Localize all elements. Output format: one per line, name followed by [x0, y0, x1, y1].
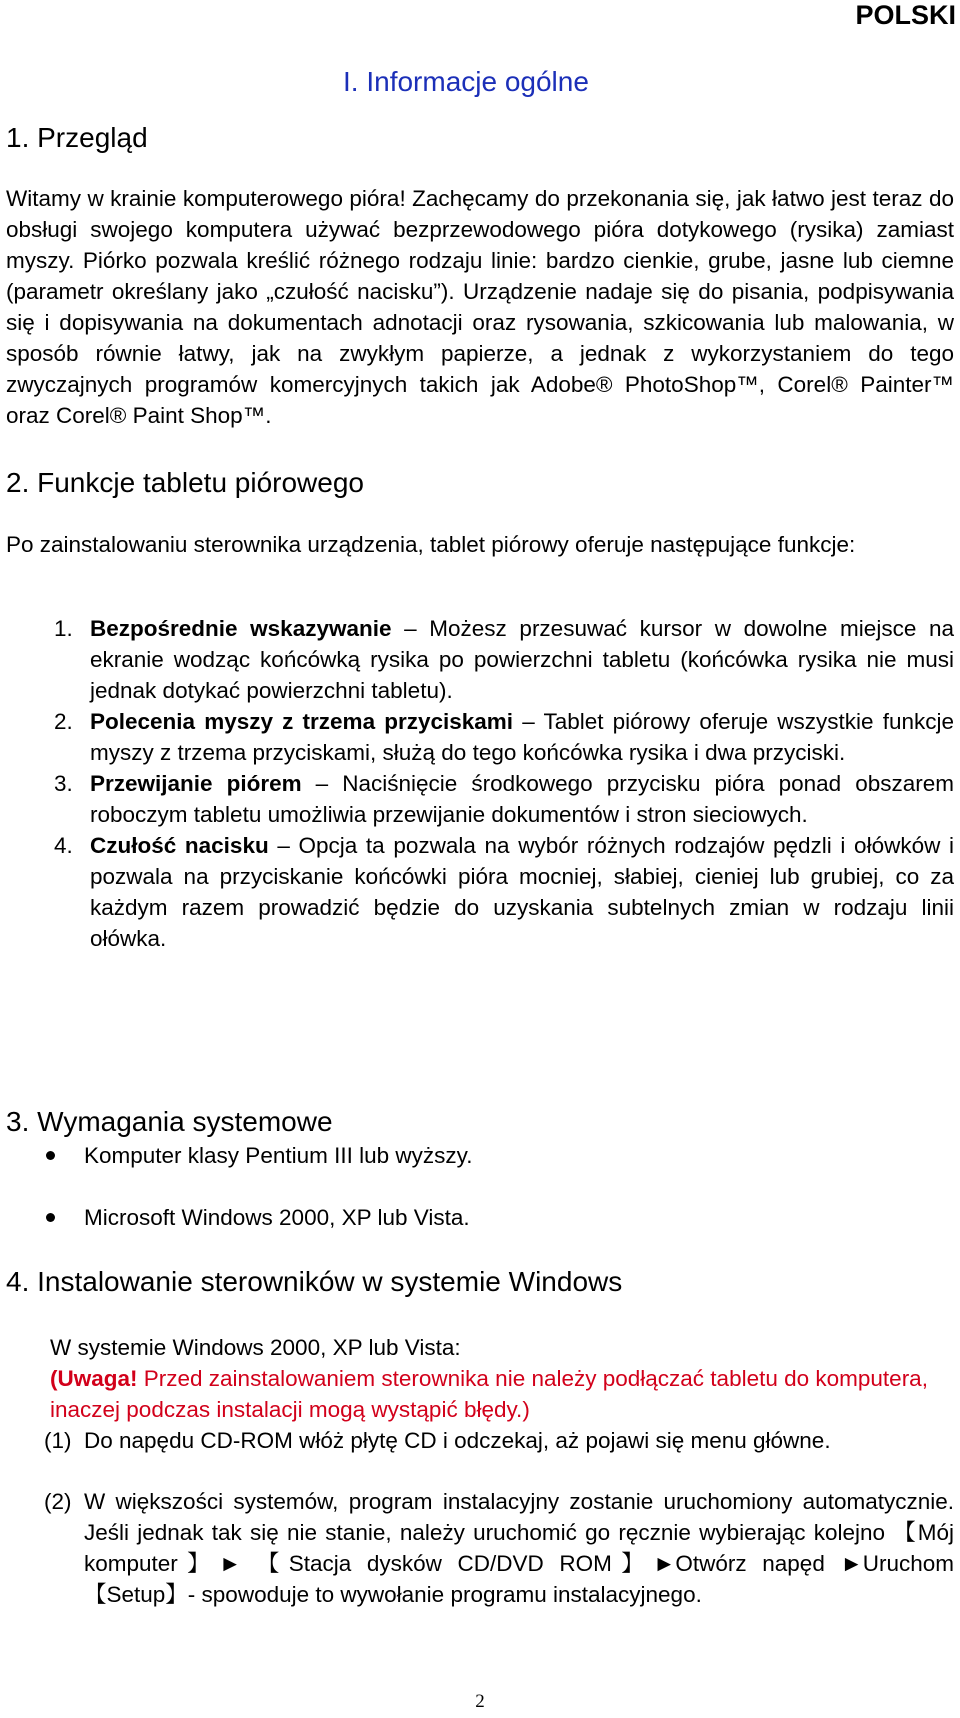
install-step — [44, 1425, 954, 1456]
section-2-intro: Po zainstalowaniu sterownika urządzenia, tablet piórowy oferuje następujące funkcje: — [6, 532, 856, 557]
warning-text: Przed zainstalowaniem sterownika nie należy podłączać tabletu do komputera, inaczej podczas instalacji mogą wystąpić błędy.) — [50, 1366, 928, 1422]
feature-separator: – — [391, 616, 430, 641]
warning-label: (Uwaga! — [50, 1366, 138, 1391]
feature-term: Polecenia myszy z trzema przyciskami — [90, 709, 514, 734]
feature-item — [6, 768, 954, 830]
chapter-title: I. Informacje ogólne — [343, 66, 589, 97]
feature-number: 3. — [54, 771, 73, 796]
section-2-heading: 2. Funkcje tabletu piórowego — [6, 467, 364, 498]
install-instructions — [44, 1332, 954, 1610]
feature-term: Czułość nacisku — [90, 833, 269, 858]
feature-term: Bezpośrednie wskazywanie — [90, 616, 392, 641]
requirement-text: Komputer klasy Pentium III lub wyższy. — [84, 1143, 473, 1168]
step-text: W większości systemów, program instalacyjny zostanie uruchomiony automatycznie. Jeśli jednak tak się nie stanie, należy uruchomić go ręcznie wybierając kolejno 【Mój komputer】► 【Stacja dysków CD/DVD ROM】►Otwórz napęd ►Uruchom【Setup】- spowoduje to wywołanie programu instalacyjnego. — [84, 1489, 954, 1607]
page-number: 2 — [475, 1691, 485, 1712]
warning-note — [50, 1363, 954, 1425]
section-1-paragraph: Witamy w krainie komputerowego pióra! Zachęcamy do przekonania się, jak łatwo jest teraz do obsługi swojego komputera używać bezprzewodowego pióra dotykowego (rysika) zamiast myszy. Piórko pozwala kreślić różnego rodzaju linie: bardzo cienkie, grube, jasne lub ciemne (parametr określany jako „czułość nacisku”). Urządzenie nadaje się do pisania, podpisywania się i dopisywania na dokumentach adnotacji oraz rysowania, szkicowania lub malowania, w sposób równie łatwy, jak na zwykłym papierze, a jednak z wykorzystaniem do tego zwyczajnych programów komercyjnych takich jak Adobe® PhotoShop™, Corel® Painter™ oraz Corel® Paint Shop™. — [6, 186, 954, 428]
feature-description: Opcja ta pozwala na wybór różnych rodzajów pędzli i ołówków i pozwala na przyciskanie końcówki pióra mocniej, słabiej, cieniej lub grubiej, co za każdym razem prowadzić będzie do uzyskania subtelnych zmian w rodzaju linii ołówka. — [90, 833, 954, 951]
feature-item — [6, 613, 954, 706]
section-3-heading: 3. Wymagania systemowe — [6, 1106, 333, 1137]
step-number: (2) — [44, 1489, 72, 1514]
requirement-text: Microsoft Windows 2000, XP lub Vista. — [84, 1205, 470, 1230]
os-line: W systemie Windows 2000, XP lub Vista: — [50, 1335, 461, 1360]
section-1-heading: 1. Przegląd — [6, 122, 148, 153]
bullet-icon — [46, 1213, 55, 1222]
feature-description: Możesz przesuwać kursor w dowolne miejsce na ekranie wodząc końcówką rysika po powierzchni tabletu (końcówka rysika nie musi jednak dotykać powierzchni tabletu). — [90, 616, 954, 703]
feature-number: 4. — [54, 833, 73, 858]
requirement-item — [6, 1202, 906, 1264]
feature-item — [6, 830, 954, 954]
language-label: POLSKI — [855, 0, 956, 30]
feature-separator: – — [513, 709, 544, 734]
feature-description: Tablet piórowy oferuje wszystkie funkcje myszy z trzema przyciskami, służą do tego końcówka rysika i dwa przyciski. — [90, 709, 954, 765]
step-text: Do napędu CD-ROM włóż płytę CD i odczekaj, aż pojawi się menu główne. — [84, 1428, 831, 1453]
install-step — [44, 1486, 954, 1610]
step-number: (1) — [44, 1428, 72, 1453]
feature-term: Przewijanie piórem — [90, 771, 302, 796]
bullet-icon — [46, 1151, 55, 1160]
feature-item — [6, 706, 954, 768]
feature-description: Naciśnięcie środkowego przycisku pióra ponad obszarem roboczym tabletu umożliwia przewijanie dokumentów i stron sieciowych. — [90, 771, 954, 827]
feature-separator: – — [301, 771, 343, 796]
requirement-item — [6, 1140, 906, 1202]
section-4-heading: 4. Instalowanie sterowników w systemie Windows — [6, 1266, 623, 1297]
requirements-list — [6, 1140, 906, 1264]
feature-number: 2. — [54, 709, 73, 734]
feature-separator: – — [268, 833, 299, 858]
feature-number: 1. — [54, 616, 73, 641]
features-list — [6, 613, 954, 954]
